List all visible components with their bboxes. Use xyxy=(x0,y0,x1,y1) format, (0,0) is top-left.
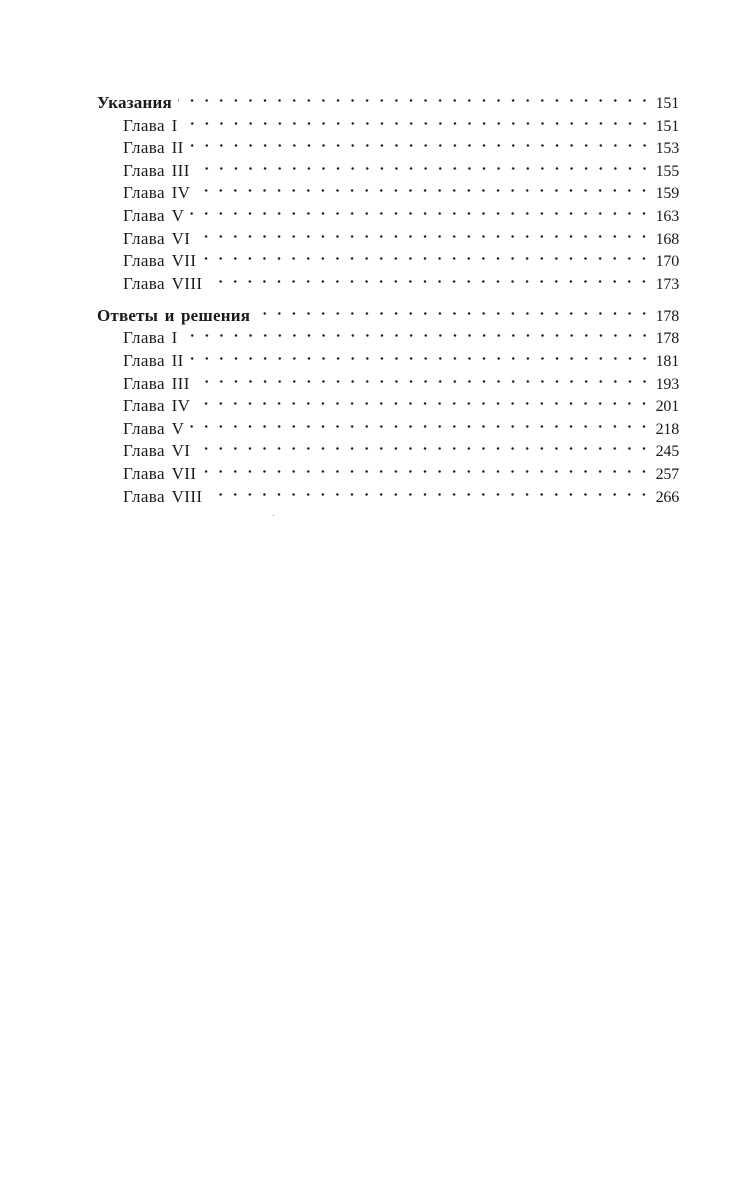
dot-leader xyxy=(208,266,651,289)
chapter-label: Глава VII xyxy=(123,463,197,483)
chapter-label: Глава III xyxy=(123,160,190,180)
page-number: 151 xyxy=(655,117,679,135)
chapter-label: Глава VIII xyxy=(123,273,203,293)
toc-chapter-entry[interactable] xyxy=(97,434,679,461)
page-number: 257 xyxy=(655,465,679,483)
page-number: 266 xyxy=(655,488,679,506)
chapter-label: Глава V xyxy=(123,205,185,225)
chapter-label: Глава IV xyxy=(123,183,191,203)
dot-leader xyxy=(196,176,651,199)
page-number: 168 xyxy=(655,230,679,248)
toc-chapter-entry[interactable] xyxy=(97,108,679,135)
dot-leader xyxy=(202,456,651,479)
dot-leader xyxy=(196,434,651,457)
dot-leader xyxy=(190,198,651,221)
section-title: Указания xyxy=(97,93,172,112)
dot-leader xyxy=(184,321,652,344)
toc-section-hints xyxy=(97,84,679,293)
dot-leader xyxy=(196,153,652,176)
chapter-label: Глава IV xyxy=(123,396,191,416)
page-number: 193 xyxy=(655,375,679,393)
toc-chapter-entry[interactable] xyxy=(97,343,679,370)
table-of-contents xyxy=(97,84,679,510)
toc-chapter-entry[interactable] xyxy=(97,321,679,348)
dot-leader xyxy=(202,244,651,267)
page-number: 201 xyxy=(655,398,679,416)
page-number: 245 xyxy=(655,443,679,461)
toc-chapter-entry[interactable] xyxy=(97,153,679,180)
page-number: 151 xyxy=(655,95,679,112)
chapter-label: Глава VIII xyxy=(123,486,203,506)
chapter-label: Глава V xyxy=(123,418,185,438)
toc-chapter-entry[interactable] xyxy=(97,221,679,248)
toc-chapter-entry[interactable] xyxy=(97,131,679,158)
dot-leader xyxy=(196,389,651,412)
dot-leader xyxy=(190,343,652,366)
dot-leader xyxy=(208,479,651,502)
chapter-label: Глава VII xyxy=(123,251,197,271)
chapter-label: Глава I xyxy=(123,115,178,135)
toc-section-heading[interactable] xyxy=(97,297,679,325)
page-number: 163 xyxy=(655,207,679,225)
page-number: 153 xyxy=(655,140,679,158)
dot-leader xyxy=(256,297,651,321)
chapter-label: Глава II xyxy=(123,350,184,370)
page-number: 218 xyxy=(655,420,679,438)
toc-section-answers xyxy=(97,297,679,506)
chapter-label: Глава VI xyxy=(123,228,191,248)
chapter-label: Глава VI xyxy=(123,441,191,461)
chapter-label: Глава I xyxy=(123,328,178,348)
toc-section-heading[interactable] xyxy=(97,84,679,112)
page-number: 181 xyxy=(655,352,679,370)
scan-speck xyxy=(273,515,274,516)
page-number: 170 xyxy=(655,253,679,271)
toc-chapter-entry[interactable] xyxy=(97,366,679,393)
page-number: 155 xyxy=(655,162,679,180)
dot-leader xyxy=(196,221,651,244)
dot-leader xyxy=(190,411,651,434)
chapter-label: Глава II xyxy=(123,138,184,158)
dot-leader xyxy=(178,84,652,108)
dot-leader xyxy=(190,131,652,154)
chapter-label: Глава III xyxy=(123,373,190,393)
page-number: 173 xyxy=(655,275,679,293)
page-number: 159 xyxy=(655,185,679,203)
page-number: 178 xyxy=(655,307,679,325)
dot-leader xyxy=(184,108,652,131)
section-title: Ответы и решения xyxy=(97,305,251,325)
dot-leader xyxy=(196,366,652,389)
page-number: 178 xyxy=(655,330,679,348)
